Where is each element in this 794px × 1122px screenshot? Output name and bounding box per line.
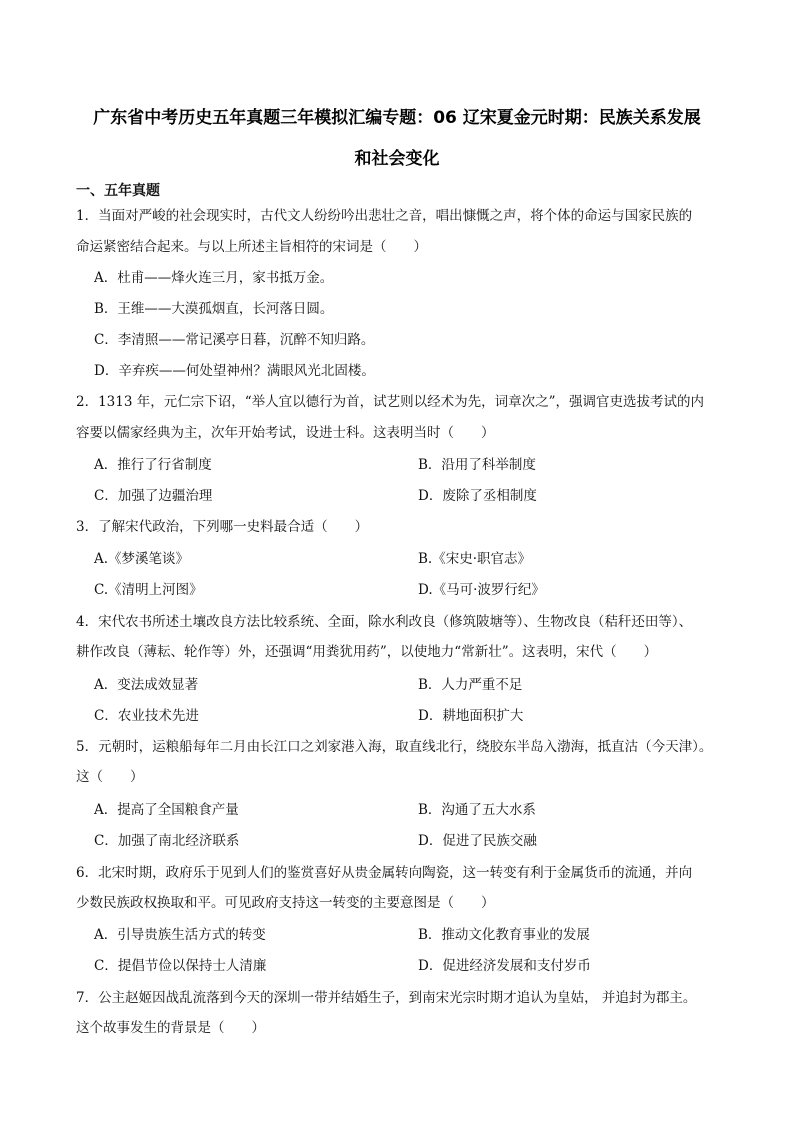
- question-3-option-a: A.《梦溪笔谈》: [94, 551, 190, 567]
- question-5-stem-line-2: 这（ ）: [76, 769, 144, 785]
- question-6-option-c: C．提倡节俭以保持士人清廉: [94, 958, 267, 974]
- question-2-stem-line-1: 2．1313 年，元仁宗下诏，“举人宜以德行为首，试艺则以经术为先，词章次之”，强调官吏选拔考试的内: [76, 394, 705, 410]
- question-3-option-d: D.《马可·波罗行纪》: [418, 582, 545, 598]
- question-4-option-b: B．人力严重不足: [418, 677, 523, 693]
- question-6-option-b: B．推动文化教育事业的发展: [418, 927, 590, 943]
- question-4-option-a: A．变法成效显著: [94, 677, 199, 693]
- question-2-option-d: D．废除了丞相制度: [418, 488, 537, 504]
- question-5-stem-line-1: 5．元朝时，运粮船每年二月由长江口之刘家港入海，取直线北行，绕胶东半岛入渤海，抵直沽（今天津）。: [76, 739, 713, 755]
- question-6-option-d: D．促进经济发展和支付岁币: [418, 958, 591, 974]
- question-4-stem-line-2: 耕作改良（薄耘、轮作等）外，还强调“用粪犹用药”，以使地力“常新壮”。这表明，宋代（ ）: [76, 644, 658, 660]
- question-6-stem-line-2: 少数民族政权换取和平。可见政府支持这一转变的主要意图是（ ）: [76, 895, 495, 911]
- section-heading: 一、五年真题: [76, 183, 160, 199]
- question-2-option-c: C．加强了边疆治理: [94, 488, 213, 504]
- question-5-option-a: A．提高了全国粮食产量: [94, 802, 239, 818]
- document-title-line-1: 广东省中考历史五年真题三年模拟汇编专题：06 辽宋夏金元时期：民族关系发展: [93, 108, 701, 128]
- question-4-option-c: C．农业技术先进: [94, 708, 199, 724]
- question-3-option-c: C.《清明上河图》: [94, 582, 203, 598]
- question-1-option-c: C．李清照——常记溪亭日暮，沉醉不知归路。: [94, 332, 375, 348]
- document-title-line-2: 和社会变化: [354, 149, 440, 169]
- question-7-stem-line-1: 7．公主赵姬因战乱流落到今天的深圳一带并结婚生子，到南宋光宗时期才追认为皇姑， 并追封为郡主。: [76, 990, 697, 1006]
- question-3-option-b: B.《宋史·职官志》: [418, 551, 532, 567]
- question-5-option-b: B．沟通了五大水系: [418, 802, 536, 818]
- question-4-option-d: D．耕地面积扩大: [418, 708, 524, 724]
- question-1-option-a: A．杜甫——烽火连三月，家书抵万金。: [94, 270, 334, 286]
- question-1-stem-line-1: 1．当面对严峻的社会现实时，古代文人纷纷吟出悲壮之音，唱出慷慨之声，将个体的命运与国家民族的: [76, 208, 693, 224]
- question-6-stem-line-1: 6．北宋时期，政府乐于见到人们的鉴赏喜好从贵金属转向陶瓷，这一转变有利于金属货币的流通，并向: [76, 865, 693, 881]
- question-5-option-c: C．加强了南北经济联系: [94, 833, 240, 849]
- question-5-option-d: D．促进了民族交融: [418, 833, 537, 849]
- question-2-option-a: A．推行了行省制度: [94, 457, 212, 473]
- question-1-option-b: B．王维——大漠孤烟直，长河落日圆。: [94, 301, 334, 317]
- question-7-stem-line-2: 这个故事发生的背景是（ ）: [76, 1020, 265, 1036]
- question-2-stem-line-2: 容要以儒家经典为主，次年开始考试，设进士科。这表明当时（ ）: [76, 425, 495, 441]
- question-1-stem-line-2: 命运紧密结合起来。与以上所述主旨相符的宋词是（ ）: [76, 239, 427, 255]
- question-6-option-a: A．引导贵族生活方式的转变: [94, 927, 266, 943]
- question-2-option-b: B．沿用了科举制度: [418, 457, 536, 473]
- question-4-stem-line-1: 4．宋代农书所述土壤改良方法比较系统、全面，除水利改良（修筑陂塘等）、生物改良（秸秆还田等）、: [76, 614, 693, 630]
- question-3-stem-line-1: 3．了解宋代政治，下列哪一史料最合适（ ）: [76, 519, 369, 535]
- question-1-option-d: D．辛弃疾——何处望神州？满眼风光北固楼。: [94, 363, 375, 379]
